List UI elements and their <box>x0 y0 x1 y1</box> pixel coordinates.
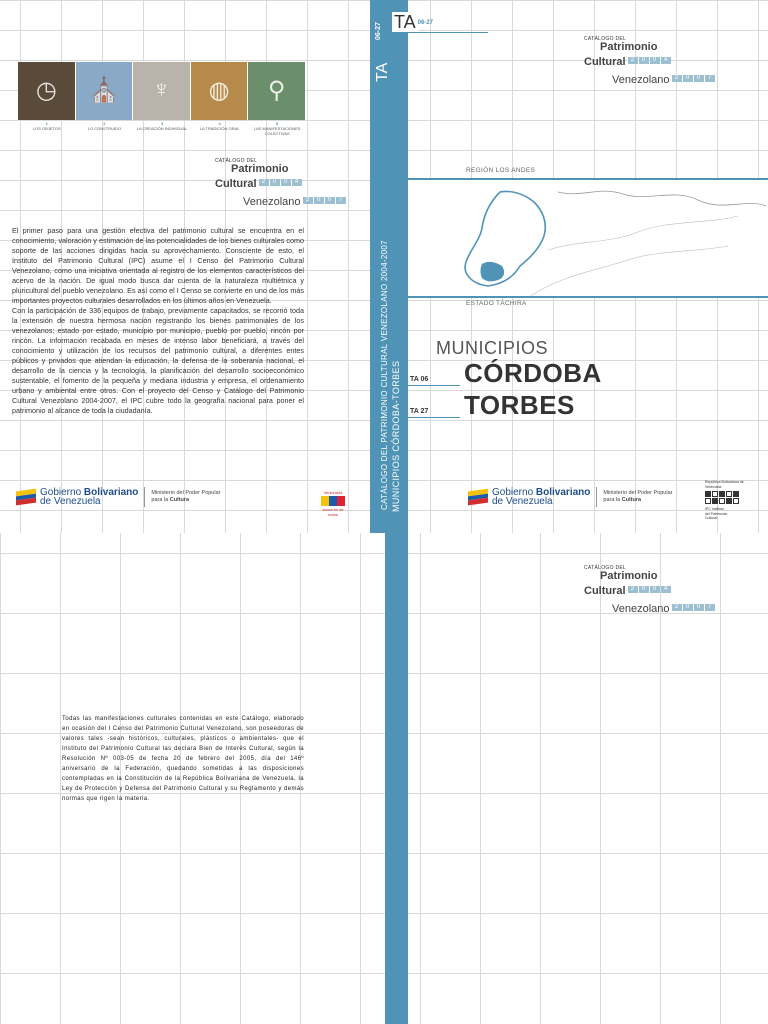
government-name <box>492 488 590 506</box>
year-digit: 0 <box>683 75 693 82</box>
ministry-line2 <box>603 497 672 504</box>
map-border-line <box>548 216 738 250</box>
photo-label <box>248 121 306 136</box>
cover-code-rule <box>408 32 488 33</box>
year-digit: 2 <box>672 75 682 82</box>
ministry-name <box>151 490 220 504</box>
photo-label-number: 1 <box>45 121 48 126</box>
catalog-logo-years-bottom <box>672 604 716 611</box>
year-digit: 2 <box>672 604 682 611</box>
map-border-line <box>528 246 728 296</box>
intro-paragraph: Con la participación de 336 equipos de trabajo, previamente capacitados, se recorrió toda la extensión de nuestra hermosa nación registrando los bienes patrimoniales de los venezolanos; estado por estado, municipio por municipio, pueblo por pueblo, rincón por rincón. La información recabada en meses de intenso labor beneficiará, a través del conocimiento y utilización de los recursos del patrimonio cultural, a diferentes entes públicos y privados que atiendan la educación, la defensa de la soberanía nacional, el desarrollo de la ciencia y la tecnología, la planificación del desarrollo socioeconómico sustentable, el fomento de la pequeña y mediana industria y empresa, el ordenamiento urbano y ambiental entre otros. Con el proyecto del Censo y Catálogo del Patrimonio Cultural Venezolano 2004-2007, el IPC cubre todo la geografía nacional para poner el patrimonio al alcance de toda la ciudadanía. <box>12 306 304 415</box>
municipality-row <box>408 392 575 418</box>
photo-cyclists <box>248 62 306 120</box>
ipc-line2: IPC Instituto <box>705 507 725 511</box>
ministry-bold: Cultura <box>169 497 189 503</box>
catalog-logo-small: CATÁLOGO DEL <box>584 36 627 42</box>
state-label: ESTADO TÁCHIRA <box>466 300 527 307</box>
catalog-logo-years-top <box>628 57 672 64</box>
catalog-logo-years-bottom <box>303 197 347 204</box>
photo-angel-statue <box>133 62 191 120</box>
church-icon: ⛪ <box>88 77 119 104</box>
angel-statue-icon: ♆ <box>152 76 171 103</box>
government-logo <box>16 487 220 507</box>
catalog-logo-row <box>584 52 716 70</box>
map-box <box>408 178 768 298</box>
ministry-line1: Ministerio del Poder Popular <box>151 490 221 496</box>
catalog-logo-venezolano: Venezolano <box>612 74 670 86</box>
catalog-logo-years-bottom <box>672 75 716 82</box>
cover-code-range: 06-27 <box>417 20 434 26</box>
year-digit: 2 <box>628 586 638 593</box>
photo-label-text: LA CREACIÓN INDIVIDUAL <box>136 126 188 131</box>
catalog-logo-row <box>584 599 716 617</box>
municipality-name: TORBES <box>464 390 575 420</box>
logo-separator <box>144 487 145 507</box>
photo-label <box>18 121 76 136</box>
cover-code <box>392 12 433 32</box>
year-digit: 0 <box>325 197 335 204</box>
catalog-logo-years-top <box>259 179 303 186</box>
food-bowl-icon: ◍ <box>208 77 230 104</box>
government-line2: de Venezuela <box>40 496 101 507</box>
municipios-title: MUNICIPIOS <box>436 338 549 358</box>
venezuela-logo-bottom: ahora es de todos <box>322 507 344 517</box>
tachira-outline <box>465 191 545 286</box>
ipc-line1: República Bolivariana de Venezuela <box>705 480 744 489</box>
photo-label-text: LAS MANIFESTACIONES COLECTIVAS <box>253 126 301 136</box>
municipality-name: CÓRDOBA <box>464 358 602 388</box>
photo-label-number: 2 <box>103 121 106 126</box>
year-digit: 0 <box>694 604 704 611</box>
year-digit: 7 <box>705 604 715 611</box>
year-digit: 0 <box>270 179 280 186</box>
venezuela-logo-mark <box>321 496 345 506</box>
year-digit: 2 <box>303 197 313 204</box>
ministry-line1: Ministerio del Poder Popular <box>603 490 673 496</box>
catalog-logo-inner <box>584 565 716 617</box>
ipc-mark-icon <box>705 491 741 505</box>
year-digit: 2 <box>628 57 638 64</box>
tachira-map <box>408 180 768 296</box>
intro-paragraph: El primer paso para una gestión efectiva del patrimonio cultural se encuentra en el conocimiento, valoración y estimación de las potencialidades de los bienes culturales como soporte de las acciones dirigidas hacia su aprovechamiento. Consciente de esto, el Instituto del Patrimonio Cultural (IPC) asume el I Censo del Patrimonio Cultural Venezolano, como una iniciativa orientada al registro de los elementos característicos del acervo de la nación. De igual modo busca dar cuenta de la naturaleza multiétnica y pluricultural del pueblo venezolano. Es así como el I Censo se convierte en uno de los más importantes proyectos culturales desarrollados en los últimos años en Venezuela. <box>12 226 304 305</box>
year-digit: 0 <box>639 586 649 593</box>
year-digit: 7 <box>705 75 715 82</box>
year-digit: 0 <box>639 57 649 64</box>
catalog-logo-patrimonio: Patrimonio <box>231 163 289 175</box>
ministry-name <box>603 490 672 504</box>
catalog-logo-row <box>215 174 347 192</box>
venezuela-logo <box>320 490 346 517</box>
photo-label-text: LA TRADICIÓN ORAL <box>199 126 240 131</box>
municipios-highlight <box>481 262 505 281</box>
year-digit: 4 <box>661 586 671 593</box>
year-digit: 0 <box>314 197 324 204</box>
year-digit: 2 <box>259 179 269 186</box>
ministry-bold: Cultura <box>621 497 641 503</box>
venezuela-logo-top: Venezuela <box>323 490 343 495</box>
catalog-logo-venezolano: Venezolano <box>612 603 670 615</box>
catalog-logo-row <box>215 192 347 210</box>
photo-label-number: 5 <box>276 121 279 126</box>
venezuela-flag-icon <box>16 489 36 506</box>
government-bold: Bolivariano <box>83 487 139 498</box>
year-digit: 4 <box>292 179 302 186</box>
spine-municipios-title: MUNICIPIOS CÓRDOBA-TORBES <box>391 360 401 512</box>
venezuela-flag-icon <box>468 489 488 506</box>
photo-label <box>76 121 134 136</box>
year-digit: 0 <box>650 586 660 593</box>
photo-food-bowl <box>191 62 249 120</box>
catalog-logo-venezolano: Venezolano <box>243 196 301 208</box>
catalog-logo-cover <box>584 36 716 88</box>
photo-label-number: 4 <box>218 121 221 126</box>
year-digit: 0 <box>694 75 704 82</box>
government-name <box>40 488 138 506</box>
photo-clock <box>18 62 76 120</box>
cover-code-prefix: TA <box>394 12 416 32</box>
catalog-logo-row <box>584 581 716 599</box>
cyclists-icon: ⚲ <box>267 77 286 104</box>
government-logo-cover <box>468 487 672 507</box>
photo-church <box>76 62 134 120</box>
catalog-logo-small: CATÁLOGO DEL <box>215 158 258 164</box>
year-digit: 0 <box>281 179 291 186</box>
ministry-word: para la <box>603 497 621 503</box>
government-word: Gobierno <box>40 487 82 498</box>
intro-text <box>12 226 304 416</box>
year-digit: 0 <box>650 57 660 64</box>
photo-label-text: LOS OBJETOS <box>32 126 61 131</box>
catalog-logo-years-top <box>628 586 672 593</box>
government-bold: Bolivariano <box>535 487 591 498</box>
spine-code: TA <box>374 62 391 82</box>
government-word: Gobierno <box>492 487 534 498</box>
photo-label <box>191 121 249 136</box>
catalog-logo-cultural: Cultural <box>584 585 626 597</box>
legal-notice: Todas las manifestaciones culturales contenidas en este Catálogo, elaborado en ocasión del I Censo del Patrimonio Cultural Venezolano, son poseedoras de valores tales -sean históricos, culturales, plásticos o ambientales- que el Instituto del Patrimonio Cultural las declara Bien de Interés Cultural, según la Resolución Nº 003-05 de fecha 20 de febrero del 2005, día del 146º aniversario de la Federación, quedando sometidas a las disposiciones contempladas en la Constitución de la República Bolivariana de Venezuela, la Ley de Protección y Defensa del Patrimonio Cultural y su Reglamento y demás normas que rigen la materia. <box>62 716 304 802</box>
spine-catalog-title: CATÁLOGO DEL PATRIMONIO CULTURAL VENEZOLANO 2004-2007 <box>380 240 389 510</box>
photo-label-number: 3 <box>160 121 164 126</box>
photo-strip-labels <box>18 121 306 136</box>
photo-label-text: LO CONSTRUIDO <box>87 126 122 131</box>
ipc-logo <box>705 480 751 521</box>
spine-inner <box>385 533 408 1024</box>
spine-code-range: 06-27 <box>375 22 382 40</box>
catalog-logo <box>215 158 347 210</box>
ministry-line2 <box>151 497 220 504</box>
ipc-line3: del Patrimonio <box>705 511 728 516</box>
ministry-word: para la <box>151 497 169 503</box>
map-border-line <box>558 191 766 206</box>
catalog-logo-small: CATÁLOGO DEL <box>584 565 627 571</box>
ipc-line4: Cultural <box>705 516 718 520</box>
photo-strip <box>18 62 306 120</box>
municipality-code: TA 06 <box>408 376 460 386</box>
catalog-logo-patrimonio: Patrimonio <box>600 41 658 53</box>
catalog-logo-patrimonio: Patrimonio <box>600 570 658 582</box>
catalog-logo-cultural: Cultural <box>584 56 626 68</box>
year-digit: 4 <box>661 57 671 64</box>
catalog-logo-row <box>584 70 716 88</box>
year-digit: 0 <box>683 604 693 611</box>
municipality-code: TA 27 <box>408 408 460 418</box>
municipality-row <box>408 360 602 386</box>
region-label: REGIÓN LOS ANDES <box>466 167 536 174</box>
clock-icon: ◷ <box>35 77 57 104</box>
government-line2: de Venezuela <box>492 496 553 507</box>
logo-separator <box>596 487 597 507</box>
photo-label <box>133 121 191 136</box>
catalog-logo-cultural: Cultural <box>215 178 257 190</box>
year-digit: 7 <box>336 197 346 204</box>
